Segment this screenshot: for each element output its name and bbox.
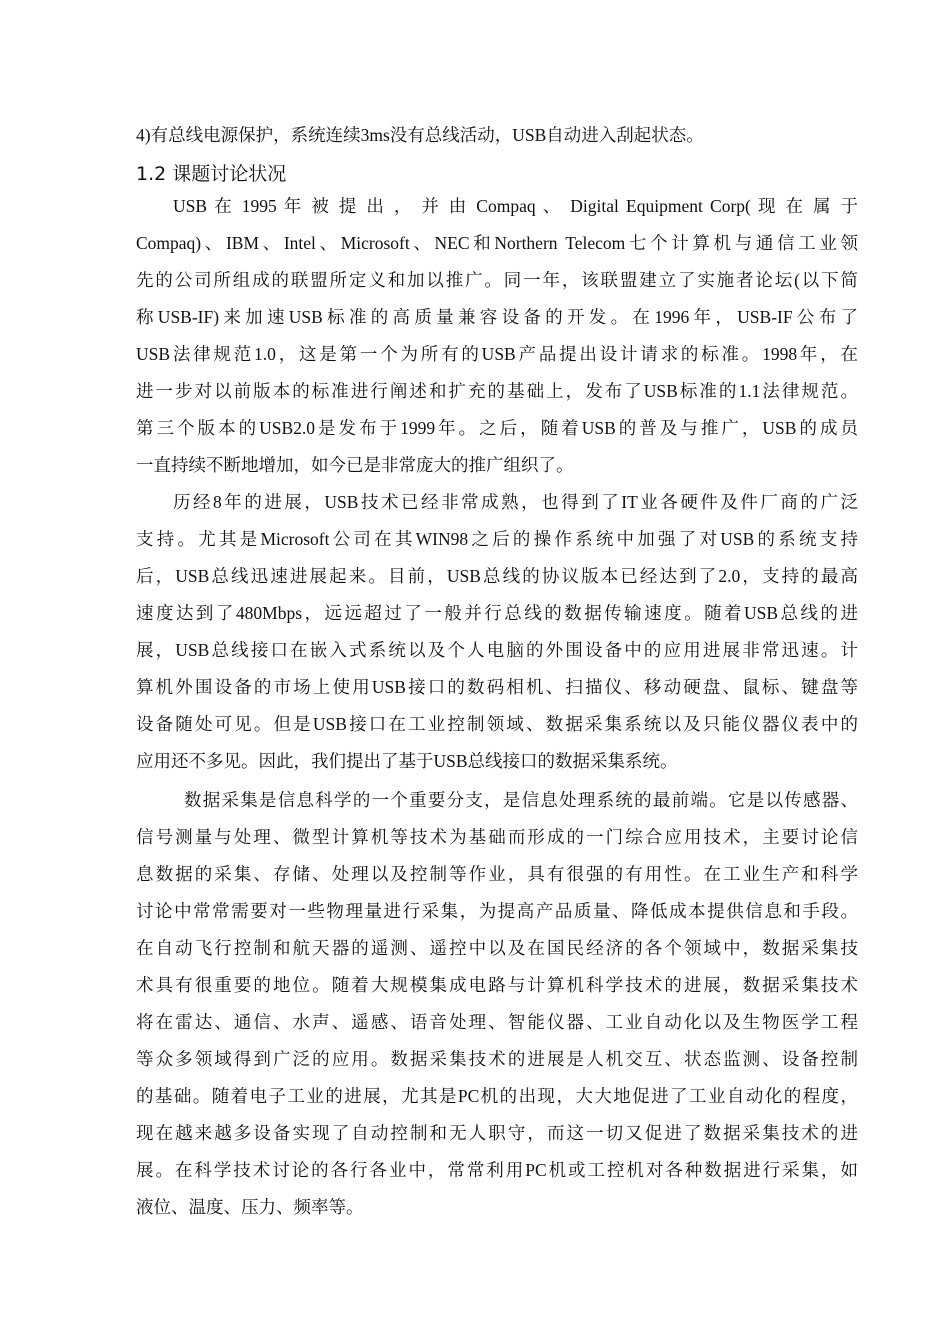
paragraph-line: 进一步对以前版本的标准进行阐述和扩充的基础上，发布了USB标准的1.1法律规范。	[136, 381, 858, 401]
paragraph-line: 信号测量与处理、微型计算机等技术为基础而形成的一门综合应用技术，主要讨论信	[136, 827, 858, 847]
paragraph-line: 设备随处可见。但是USB接口在工业控制领域、数据采集系统以及只能仪器仪表中的	[136, 714, 858, 734]
paragraph-1	[136, 188, 858, 484]
paragraph-line: 应用还不多见。因此，我们提出了基于USB总线接口的数据采集系统。	[136, 751, 678, 771]
paragraph-2	[136, 484, 858, 780]
paragraph-line: 称USB-IF)来加速USB标准的高质量兼容设备的开发。在1996年，USB-IF公布了	[136, 307, 858, 327]
paragraph-line: USB法律规范1.0，这是第一个为所有的USB产品提出设计请求的标准。1998年，在	[136, 344, 858, 364]
paragraph-line: 速度达到了480Mbps，远远超过了一般并行总线的数据传输速度。随着USB总线的进	[136, 603, 858, 623]
intro-text	[136, 117, 858, 154]
paragraph-line: 液位、温度、压力、频率等。	[136, 1197, 364, 1217]
paragraph-line: 后，USB总线迅速进展起来。目前，USB总线的协议版本已经达到了2.0，支持的最高	[136, 566, 858, 586]
paragraph-line: 在自动飞行控制和航天器的遥测、遥控中以及在国民经济的各个领域中，数据采集技	[136, 938, 858, 958]
paragraph-line: 术具有很重要的地位。随着大规模集成电路与计算机科学技术的进展，数据采集技术	[136, 975, 858, 995]
paragraph-line: 讨论中常常需要对一些物理量进行采集，为提高产品质量、降低成本提供信息和手段。	[136, 901, 858, 921]
paragraph-line: 一直持续不断地增加，如今已是非常庞大的推广组织了。	[136, 455, 574, 475]
paragraph-line: USB 在 1995 年 被 提 出 ， 并 由 Compaq 、 Digital Equipment Corp( 现 在 属 于	[173, 196, 858, 216]
paragraph-line: 支持。尤其是Microsoft公司在其WIN98之后的操作系统中加强了对USB的系统支持	[136, 529, 858, 549]
paragraph-line: 展，USB总线接口在嵌入式系统以及个人电脑的外围设备中的应用进展非常迅速。计	[136, 640, 858, 660]
paragraph-line: 算机外围设备的市场上使用USB接口的数码相机、扫描仪、移动硬盘、鼠标、键盘等	[136, 677, 858, 697]
paragraph-line: 历经8年的进展，USB技术已经非常成熟，也得到了IT业各硬件及件厂商的广泛	[173, 492, 858, 512]
paragraph-line: 现在越来越多设备实现了自动控制和无人职守，而这一切又促进了数据采集技术的进	[136, 1123, 858, 1143]
paragraph-line: 先的公司所组成的联盟所定义和加以推广。同一年，该联盟建立了实施者论坛(以下简	[136, 270, 858, 290]
paragraph-line: 的基础。随着电子工业的进展，尤其是PC机的出现，大大地促进了工业自动化的程度，	[136, 1086, 858, 1106]
paragraph-line: 等众多领域得到广泛的应用。数据采集技术的进展是人机交互、状态监测、设备控制	[136, 1049, 858, 1069]
paragraph-line: 将在雷达、通信、水声、遥感、语音处理、智能仪器、工业自动化以及生物医学工程	[136, 1012, 858, 1032]
paragraph-3	[136, 782, 858, 1226]
paragraph-line: 展。在科学技术讨论的各行各业中，常常利用PC机或工控机对各种数据进行采集，如	[136, 1160, 858, 1180]
paragraph-line: 数据采集是信息科学的一个重要分支，是信息处理系统的最前端。它是以传感器、	[184, 790, 858, 810]
paragraph-line: 息数据的采集、存储、处理以及控制等作业，具有很强的有用性。在工业生产和科学	[136, 864, 858, 884]
intro-line: 4)有总线电源保护，系统连续3ms没有总线活动，USB自动进入刮起状态。	[136, 125, 704, 145]
paragraph-line: Compaq)、IBM、Intel、Microsoft、NEC和Northern Telecom七个计算机与通信工业领	[136, 233, 858, 253]
section-heading: 1.2 课题讨论状况	[136, 163, 287, 185]
paragraph-line: 第三个版本的USB2.0是发布于1999年。之后，随着USB的普及与推广，USB的成员	[136, 418, 858, 438]
